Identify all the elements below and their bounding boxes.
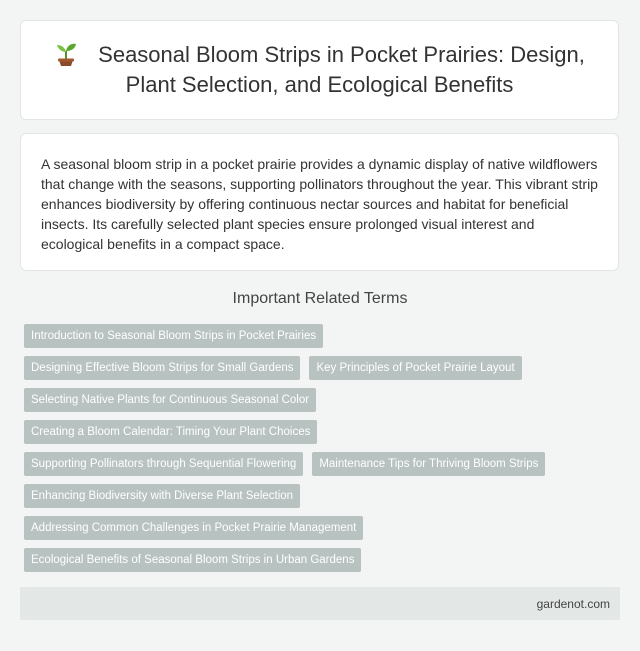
term-tag[interactable]: Introduction to Seasonal Bloom Strips in Pocket Prairies — [24, 324, 323, 348]
page-title — [50, 40, 590, 100]
term-row — [24, 548, 624, 572]
term-tag[interactable]: Supporting Pollinators through Sequential Flowering — [24, 452, 303, 476]
term-tag[interactable]: Key Principles of Pocket Prairie Layout — [309, 356, 521, 380]
intro-card — [20, 133, 619, 271]
term-row — [24, 420, 624, 444]
page-title-text: Seasonal Bloom Strips in Pocket Prairies: Design, Plant Selection, and Ecological Benefits — [98, 42, 585, 97]
term-row — [24, 324, 624, 348]
term-tag[interactable]: Selecting Native Plants for Continuous Seasonal Color — [24, 388, 316, 412]
footer — [20, 587, 620, 620]
term-tag[interactable]: Creating a Bloom Calendar: Timing Your Plant Choices — [24, 420, 317, 444]
term-tag[interactable]: Ecological Benefits of Seasonal Bloom Strips in Urban Gardens — [24, 548, 361, 572]
term-row — [24, 516, 624, 540]
footer-site-link[interactable]: gardenot.com — [536, 596, 610, 611]
related-terms-heading: Important Related Terms — [232, 290, 408, 307]
term-tag[interactable]: Addressing Common Challenges in Pocket Prairie Management — [24, 516, 363, 540]
title-card — [20, 20, 619, 120]
term-tag[interactable]: Designing Effective Bloom Strips for Small Gardens — [24, 356, 300, 380]
term-row — [24, 356, 624, 380]
intro-text: A seasonal bloom strip in a pocket prairie provides a dynamic display of native wildflowers that change with the seasons, supporting pollinators throughout the year. This vibrant strip enhances biodiversity by offering continuous nectar sources and habitat for beneficial insects. Its carefully selected plant species ensure prolonged visual interest and ecological benefits in a compact space. — [41, 156, 598, 252]
term-tag[interactable]: Enhancing Biodiversity with Diverse Plant Selection — [24, 484, 300, 508]
term-row — [24, 484, 624, 508]
term-tag[interactable]: Maintenance Tips for Thriving Bloom Strips — [312, 452, 545, 476]
related-terms-list — [24, 324, 624, 580]
term-row — [24, 388, 624, 412]
sprout-icon — [54, 40, 78, 66]
term-row — [24, 452, 624, 476]
